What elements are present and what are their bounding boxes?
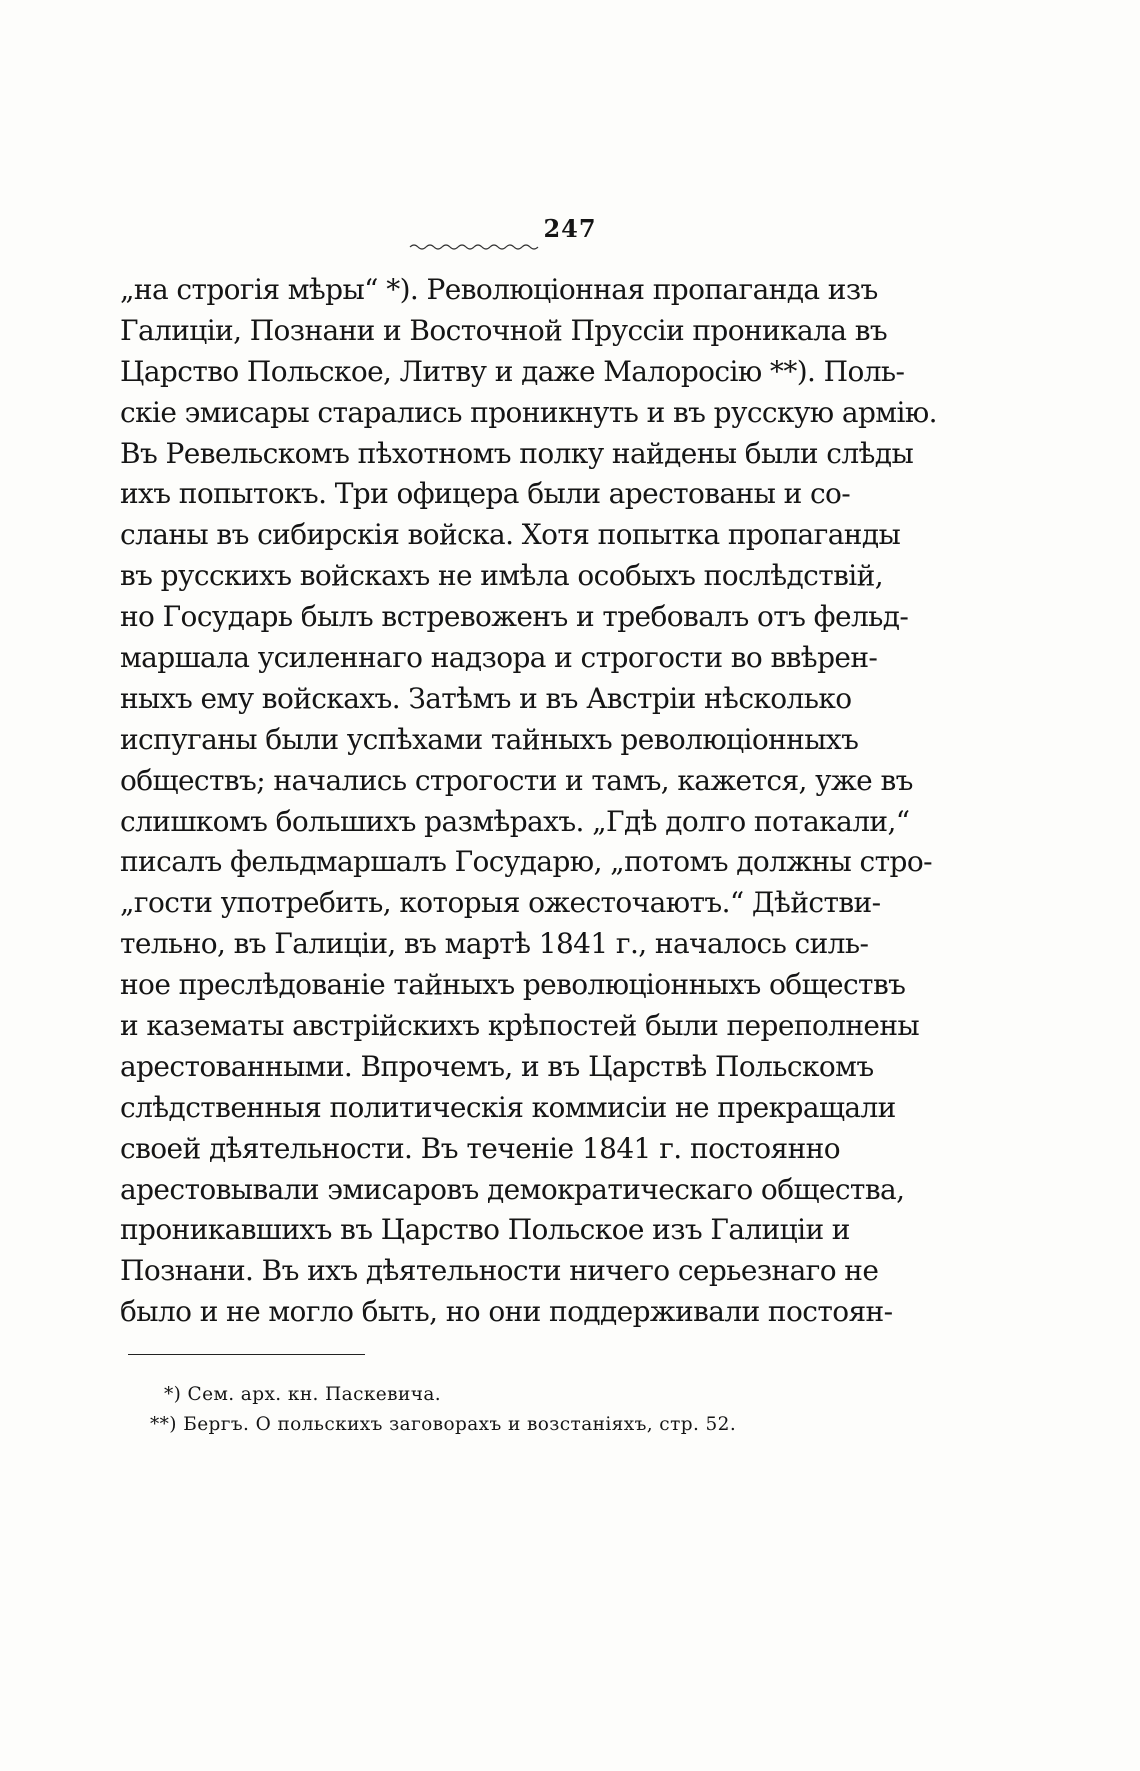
text-line: Царство Польское, Литву и даже Малоросію **). Поль-: [120, 354, 905, 388]
text-line: Познани. Въ ихъ дѣятельности ничего серьезнаго не: [120, 1254, 879, 1288]
text-line: „гости употребить, которыя ожесточаютъ.“ Дѣйстви-: [120, 886, 881, 920]
text-line: своей дѣятельности. Въ теченіе 1841 г. постоянно: [120, 1131, 840, 1165]
text-line: ное преслѣдованіе тайныхъ революціонныхъ обществъ: [120, 968, 906, 1002]
page-number: 247: [543, 214, 597, 243]
text-line: „на строгія мѣры“ *). Революціонная пропаганда изъ: [120, 273, 878, 306]
text-line: но Государь былъ встревоженъ и требовалъ отъ фельд-: [120, 600, 909, 634]
text-line: ихъ попытокъ. Три офицера были арестованы и со-: [120, 477, 851, 511]
text-line: слишкомъ большихъ размѣрахъ. „Гдѣ долго потакали,“: [120, 804, 910, 838]
text-line: было и не могло быть, но они поддерживали постоян-: [120, 1295, 893, 1329]
text-line: слѣдственныя политическія коммисіи не прекращали: [120, 1090, 896, 1124]
text-line: арестовывали эмисаровъ демократическаго общества,: [120, 1172, 905, 1206]
footnotes: [150, 1380, 850, 1440]
text-line: писалъ фельдмаршалъ Государю, „потомъ должны стро-: [120, 845, 932, 879]
text-line: Въ Ревельскомъ пѣхотномъ полку найдены были слѣды: [120, 436, 914, 470]
text-line: тельно, въ Галиціи, въ мартѣ 1841 г., началось силь-: [120, 927, 869, 961]
text-line: сланы въ сибирскія войска. Хотя попытка пропаганды: [120, 518, 901, 552]
text-line: и казематы австрійскихъ крѣпостей были переполнены: [120, 1009, 920, 1043]
footnote: *) Сем. арх. кн. Паскевича.: [164, 1384, 442, 1405]
text-line: Галиціи, Познани и Восточной Пруссіи проникала въ: [120, 313, 888, 347]
text-line: ныхъ ему войскахъ. Затѣмъ и въ Австріи нѣсколько: [120, 681, 852, 715]
text-line: обществъ; начались строгости и тамъ, кажется, уже въ: [120, 763, 913, 797]
text-line: скіе эмисары старались проникнуть и въ русскую армію.: [120, 395, 937, 429]
text-line: маршала усиленнаго надзора и строгости во ввѣрен-: [120, 641, 878, 675]
wavy-ornament: [410, 243, 538, 251]
footnote-divider: [128, 1354, 365, 1355]
text-line: въ русскихъ войскахъ не имѣла особыхъ послѣдствій,: [120, 559, 884, 593]
text-line: испуганы были успѣхами тайныхъ революціонныхъ: [120, 722, 859, 756]
text-line: арестованными. Впрочемъ, и въ Царствѣ Польскомъ: [120, 1049, 874, 1083]
body-text: [120, 270, 937, 1333]
footnote: **) Бергъ. О польскихъ заговорахъ и возстаніяхъ, стр. 52.: [150, 1414, 737, 1435]
text-line: проникавшихъ въ Царство Польское изъ Галиціи и: [120, 1213, 850, 1247]
